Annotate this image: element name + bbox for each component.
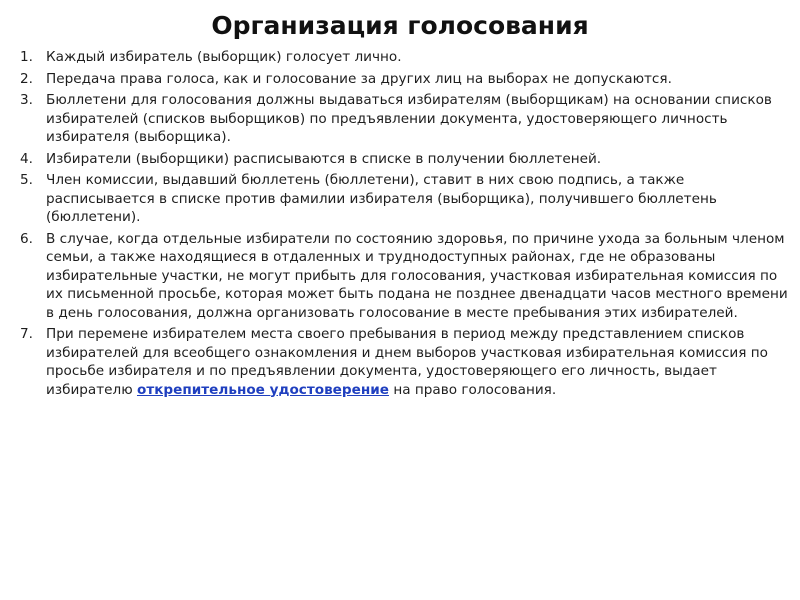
item-text: При перемене избирателем места своего пребывания в период между представлением списков избирателей для всеобщего ознакомления и днем выборов участковая избирательная комиссия по просьбе избирателя и по предъявлении документа, удостоверяющего его личность, выдает избирателю	[46, 326, 768, 398]
list-item	[20, 91, 795, 147]
list-item	[20, 325, 795, 399]
item-text: В случае, когда отдельные избиратели по состоянию здоровья, по причине ухода за больным членом семьи, а также находящиеся в отдаленных и труднодоступных районах, где не образованы избирательные участки, не могут прибыть для голосования, участковая избирательная комиссия по их письменной просьбе, которая может быть подана не позднее двенадцати часов местного времени в день голосования, должна организовать голосование в месте пребывания этих избирателей.	[46, 230, 788, 321]
numbered-list	[20, 48, 795, 402]
item-text: Избиратели (выборщики) расписываются в списке в получении бюллетеней.	[46, 150, 602, 167]
list-item	[20, 70, 795, 89]
page-title: Организация голосования	[211, 11, 589, 40]
item-number: 1.	[20, 49, 33, 65]
list-item	[20, 48, 795, 67]
item-number: 7.	[20, 326, 33, 342]
item-number: 2.	[20, 70, 33, 87]
list-item	[20, 171, 795, 227]
item-text: Передача права голоса, как и голосование за других лиц на выборах не допускаются.	[46, 70, 672, 87]
absentee-certificate-link[interactable]: открепительное удостоверение	[136, 381, 389, 398]
item-number: 3.	[20, 92, 33, 108]
item-text: Член комиссии, выдавший бюллетень (бюллетени), ставит в них свою подпись, а также расписывается в списке против фамилии избирателя (выборщика), получившего бюллетень (бюллетени).	[46, 172, 717, 225]
item-text: Бюллетени для голосования должны выдаваться избирателям (выборщикам) на основании списков избирателей (списков выборщиков) по предъявлении документа, удостоверяющего личность избирателя (выборщика).	[46, 92, 772, 145]
item-number: 5.	[20, 172, 33, 188]
item-number: 6.	[20, 230, 33, 247]
item-number: 4.	[20, 150, 33, 167]
list-item	[20, 230, 795, 323]
item-text: Каждый избиратель (выборщик) голосует лично.	[46, 49, 402, 65]
item-text-tail: на право голосования.	[389, 381, 557, 398]
list-item	[20, 150, 795, 169]
